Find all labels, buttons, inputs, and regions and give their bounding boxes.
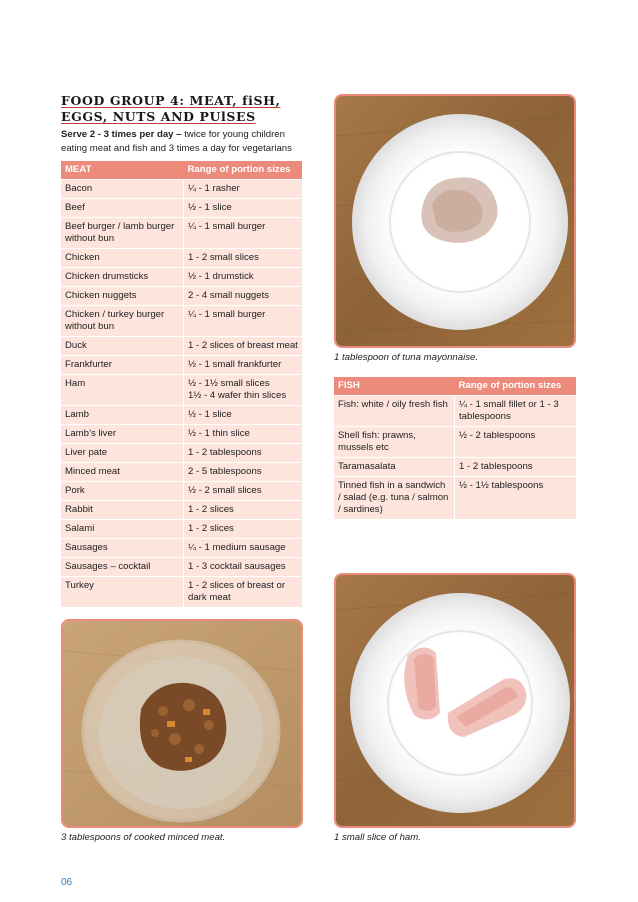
- meat-food-cell: Bacon: [61, 180, 184, 199]
- meat-portion-cell: [184, 268, 303, 287]
- meat-portion-cell: [184, 482, 303, 501]
- tuna-plate-image: [336, 96, 574, 346]
- meat-portion-text: 1 - 2 slices: [188, 504, 234, 515]
- meat-portion-text: 1 - 2 tablespoons: [188, 447, 262, 458]
- meat-table-header: [61, 161, 302, 180]
- meat-row: [61, 218, 302, 249]
- meat-portion-text: 1 - 2 slices: [188, 523, 234, 534]
- meat-portion-text: 2 - 5 tablespoons: [188, 466, 262, 477]
- fish-table-header: [334, 377, 576, 396]
- meat-portion-cell: [184, 539, 303, 558]
- meat-food-cell: Beef: [61, 199, 184, 218]
- meat-portion-cell: [184, 577, 303, 608]
- meat-row: [61, 577, 302, 608]
- meat-row: [61, 287, 302, 306]
- page-number: 06: [61, 877, 73, 888]
- meat-portion-text: ½ - 1½ small slices: [188, 378, 270, 389]
- fish-header-portion: Range of portion sizes: [455, 377, 577, 396]
- fish-portion-table: [334, 377, 576, 519]
- meat-portion-text: 1 - 2 slices of breast meat: [188, 340, 298, 351]
- meat-portion-text: ¼ - 1 rasher: [188, 183, 240, 194]
- fish-portion-cell: [455, 427, 577, 458]
- tuna-caption: 1 tablespoon of tuna mayonnaise.: [334, 352, 479, 363]
- meat-row: [61, 501, 302, 520]
- meat-portion-text: 1 - 3 cocktail sausages: [188, 561, 286, 572]
- meat-portion-text: ½ - 1 drumstick: [188, 271, 254, 282]
- heading-line-2: EGGS, NUTS AND PUlSES: [61, 109, 256, 124]
- meat-portion-cell: [184, 306, 303, 337]
- meat-portion-cell: [184, 218, 303, 249]
- fish-row: [334, 396, 576, 427]
- meat-portion-text: ½ - 1 small frankfurter: [188, 359, 282, 370]
- fish-portion-text: ½ - 1½ tablespoons: [459, 480, 544, 491]
- ham-caption: 1 small slice of ham.: [334, 832, 421, 843]
- meat-portion-text-2: 1½ - 4 wafer thin slices: [188, 390, 287, 401]
- serving-intro-bold: Serve 2 - 3 times per day –: [61, 129, 182, 140]
- meat-row: [61, 356, 302, 375]
- serving-intro: [61, 128, 311, 156]
- meat-food-cell: Chicken: [61, 249, 184, 268]
- meat-row: [61, 199, 302, 218]
- meat-food-cell: Rabbit: [61, 501, 184, 520]
- serving-intro-rest: twice for young children: [181, 129, 285, 140]
- meat-portion-cell: [184, 199, 303, 218]
- meat-food-cell: Sausages – cocktail: [61, 558, 184, 577]
- meat-portion-text: 1 - 2 small slices: [188, 252, 259, 263]
- meat-food-cell: Sausages: [61, 539, 184, 558]
- meat-food-cell: Duck: [61, 337, 184, 356]
- meat-row: [61, 406, 302, 425]
- meat-header-food: MEAT: [61, 161, 184, 180]
- meat-portion-cell: [184, 425, 303, 444]
- fish-portion-cell: [455, 396, 577, 427]
- meat-portion-cell: [184, 501, 303, 520]
- meat-food-cell: Salami: [61, 520, 184, 539]
- meat-food-cell: Liver pate: [61, 444, 184, 463]
- meat-food-cell: Chicken / turkey burger without bun: [61, 306, 184, 337]
- meat-row: [61, 444, 302, 463]
- meat-portion-text: ½ - 1 slice: [188, 202, 232, 213]
- meat-portion-cell: [184, 337, 303, 356]
- meat-portion-text: 1 - 2 slices of breast or dark meat: [188, 580, 286, 603]
- meat-food-cell: Pork: [61, 482, 184, 501]
- meat-portion-table: [61, 161, 302, 607]
- meat-row: [61, 375, 302, 406]
- meat-food-cell: Chicken nuggets: [61, 287, 184, 306]
- fish-header-food: FISH: [334, 377, 455, 396]
- fish-food-cell: Fish: white / oily fresh fish: [334, 396, 455, 427]
- fish-row: [334, 477, 576, 520]
- fish-portion-text: ½ - 2 tablespoons: [459, 430, 536, 441]
- meat-row: [61, 520, 302, 539]
- fish-food-cell: Shell fish: prawns, mussels etc: [334, 427, 455, 458]
- meat-header-portion: Range of portion sizes: [184, 161, 303, 180]
- ham-photo: [334, 573, 576, 828]
- meat-portion-cell: [184, 180, 303, 199]
- meat-portion-text: ½ - 2 small slices: [188, 485, 262, 496]
- meat-row: [61, 463, 302, 482]
- meat-portion-cell: [184, 406, 303, 425]
- meat-portion-text: ¼ - 1 small burger: [188, 309, 266, 320]
- meat-food-cell: Frankfurter: [61, 356, 184, 375]
- meat-row: [61, 337, 302, 356]
- meat-row: [61, 539, 302, 558]
- meat-row: [61, 180, 302, 199]
- meat-food-cell: Ham: [61, 375, 184, 406]
- serving-intro-line2: eating meat and fish and 3 times a day for vegetarians: [61, 143, 292, 154]
- meat-row: [61, 306, 302, 337]
- meat-portion-cell: [184, 356, 303, 375]
- meat-food-cell: Turkey: [61, 577, 184, 608]
- meat-portion-cell: [184, 375, 303, 406]
- fish-row: [334, 427, 576, 458]
- fish-food-cell: Taramasalata: [334, 458, 455, 477]
- meat-portion-text: ¼ - 1 small burger: [188, 221, 266, 232]
- meat-portion-cell: [184, 520, 303, 539]
- meat-food-cell: Minced meat: [61, 463, 184, 482]
- meat-portion-text: ¼ - 1 medium sausage: [188, 542, 286, 553]
- meat-food-cell: Lamb: [61, 406, 184, 425]
- fish-portion-text: 1 - 2 tablespoons: [459, 461, 533, 472]
- meat-row: [61, 558, 302, 577]
- meat-portion-cell: [184, 287, 303, 306]
- meat-row: [61, 268, 302, 287]
- tuna-photo: [334, 94, 576, 348]
- meat-portion-text: 2 - 4 small nuggets: [188, 290, 270, 301]
- meat-row: [61, 482, 302, 501]
- fish-food-cell: Tinned fish in a sandwich / salad (e.g. tuna / salmon / sardines): [334, 477, 455, 520]
- meat-portion-cell: [184, 558, 303, 577]
- fish-portion-cell: [455, 477, 577, 520]
- meat-portion-cell: [184, 444, 303, 463]
- meat-food-cell: Chicken drumsticks: [61, 268, 184, 287]
- fish-row: [334, 458, 576, 477]
- mince-bowl-image: [63, 621, 301, 826]
- meat-portion-text: ½ - 1 slice: [188, 409, 232, 420]
- ham-plate-image: [336, 575, 574, 826]
- section-heading: [61, 93, 311, 125]
- meat-row: [61, 425, 302, 444]
- meat-food-cell: Lamb’s liver: [61, 425, 184, 444]
- meat-row: [61, 249, 302, 268]
- meat-portion-text: ½ - 1 thin slice: [188, 428, 250, 439]
- meat-portion-cell: [184, 463, 303, 482]
- heading-line-1: FOOD GROUP 4: MEAT, fiSH,: [61, 93, 281, 108]
- fish-portion-cell: [455, 458, 577, 477]
- meat-portion-cell: [184, 249, 303, 268]
- meat-food-cell: Beef burger / lamb burger without bun: [61, 218, 184, 249]
- mince-photo: [61, 619, 303, 828]
- fish-portion-text: ¼ - 1 small fillet or 1 - 3 tablespoons: [459, 399, 559, 422]
- mince-caption: 3 tablespoons of cooked minced meat.: [61, 832, 226, 843]
